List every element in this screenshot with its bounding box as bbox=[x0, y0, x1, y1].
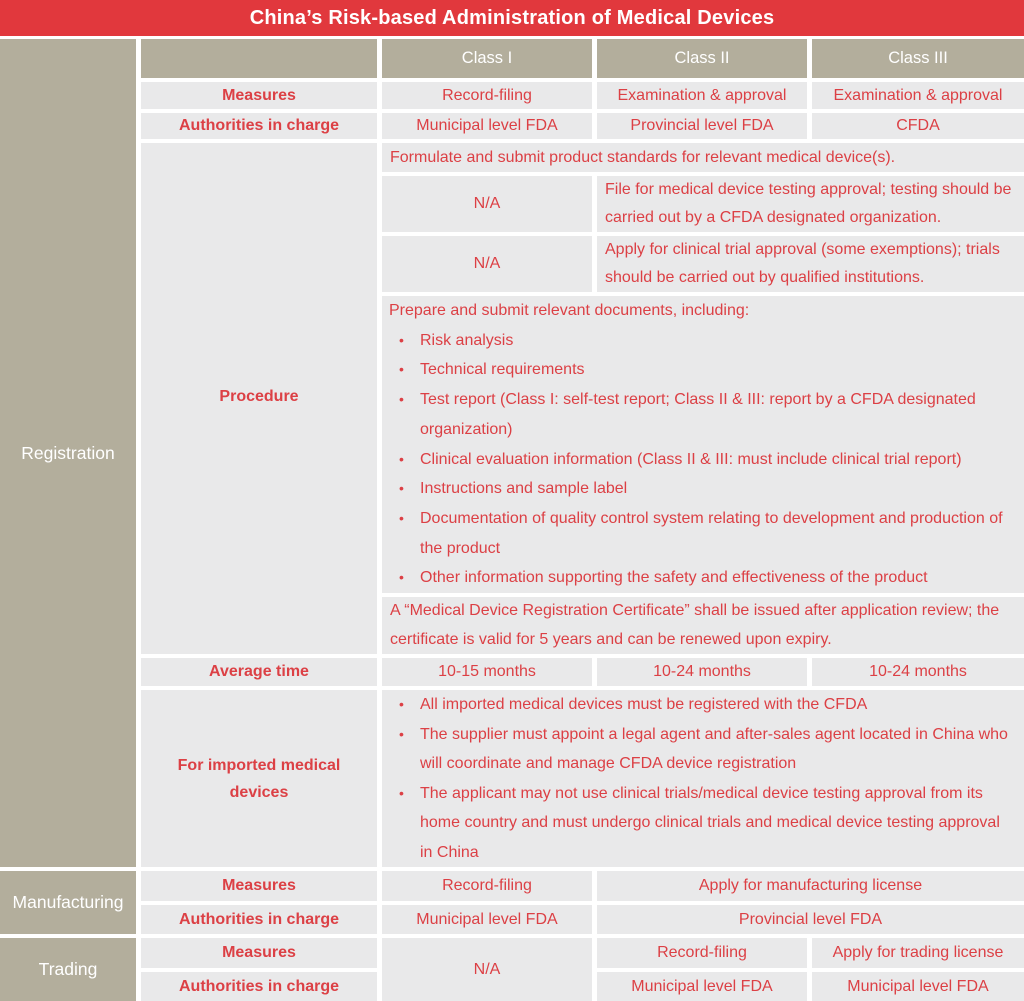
cell-trading-class1-na: N/A bbox=[382, 938, 592, 1001]
cell-average-time-class3: 10-24 months bbox=[812, 658, 1024, 686]
cell-mfg-measures-class23: Apply for manufacturing license bbox=[597, 871, 1024, 901]
cell-trading-authorities-class2: Municipal level FDA bbox=[597, 972, 807, 1001]
cell-trading-measures-class2: Record-filing bbox=[597, 938, 807, 968]
column-header-class3: Class III bbox=[812, 39, 1024, 78]
row-label-trading-authorities: Authorities in charge bbox=[141, 972, 377, 1001]
table-title: China’s Risk-based Administration of Medical Devices bbox=[0, 0, 1024, 36]
cell-reg-authorities-class3: CFDA bbox=[812, 113, 1024, 139]
cell-reg-measures-class2: Examination & approval bbox=[597, 82, 807, 109]
documents-list bbox=[389, 326, 1014, 593]
document-item: • Instructions and sample label bbox=[389, 474, 1014, 504]
section-label-trading: Trading bbox=[0, 938, 136, 1001]
cell-mfg-measures-class1: Record-filing bbox=[382, 871, 592, 901]
cell-trading-authorities-class3: Municipal level FDA bbox=[812, 972, 1024, 1001]
document-item: • Test report (Class I: self-test report; Class II & III: report by a CFDA designated organization) bbox=[389, 385, 1014, 444]
row-label-mfg-measures: Measures bbox=[141, 871, 377, 901]
document-item: • Risk analysis bbox=[389, 326, 1014, 356]
cell-procedure-step3-class1-na: N/A bbox=[382, 236, 592, 292]
section-label-registration: Registration bbox=[0, 39, 136, 867]
row-label-authorities: Authorities in charge bbox=[141, 113, 377, 139]
imported-item: • The supplier must appoint a legal agent and after-sales agent located in China who will coordinate and manage CFDA device registration bbox=[389, 720, 1014, 779]
document-item: • Clinical evaluation information (Class II & III: must include clinical trial report) bbox=[389, 445, 1014, 475]
row-label-trading-measures: Measures bbox=[141, 938, 377, 968]
document-item: • Other information supporting the safety and effectiveness of the product bbox=[389, 563, 1014, 593]
cell-reg-measures-class3: Examination & approval bbox=[812, 82, 1024, 109]
cell-mfg-authorities-class1: Municipal level FDA bbox=[382, 905, 592, 934]
cell-reg-measures-class1: Record-filing bbox=[382, 82, 592, 109]
section-label-manufacturing: Manufacturing bbox=[0, 871, 136, 934]
cell-procedure-certificate: A “Medical Device Registration Certificate” shall be issued after application review; the certificate is valid for 5 years and can be renewed upon expiry. bbox=[382, 597, 1024, 654]
cell-procedure-step1: Formulate and submit product standards for relevant medical device(s). bbox=[382, 143, 1024, 172]
cell-imported-devices-notes bbox=[382, 690, 1024, 867]
cell-trading-measures-class3: Apply for trading license bbox=[812, 938, 1024, 968]
cell-procedure-step3-class23: Apply for clinical trial approval (some exemptions); trials should be carried out by qualified institutions. bbox=[597, 236, 1024, 292]
header-empty-cell bbox=[141, 39, 377, 78]
row-label-average-time: Average time bbox=[141, 658, 377, 686]
column-header-class2: Class II bbox=[597, 39, 807, 78]
regulation-table bbox=[0, 39, 1024, 1001]
cell-reg-authorities-class2: Provincial level FDA bbox=[597, 113, 807, 139]
cell-average-time-class1: 10-15 months bbox=[382, 658, 592, 686]
row-label-mfg-authorities: Authorities in charge bbox=[141, 905, 377, 934]
imported-item: • All imported medical devices must be registered with the CFDA bbox=[389, 690, 1014, 720]
imported-list bbox=[389, 690, 1014, 867]
row-label-procedure: Procedure bbox=[141, 143, 377, 654]
cell-mfg-authorities-class23: Provincial level FDA bbox=[597, 905, 1024, 934]
cell-reg-authorities-class1: Municipal level FDA bbox=[382, 113, 592, 139]
column-header-class1: Class I bbox=[382, 39, 592, 78]
documents-intro: Prepare and submit relevant documents, including: bbox=[389, 301, 750, 319]
row-label-imported-devices: For imported medical devices bbox=[141, 690, 377, 867]
document-item: • Technical requirements bbox=[389, 355, 1014, 385]
row-label-measures: Measures bbox=[141, 82, 377, 109]
cell-procedure-documents bbox=[382, 296, 1024, 593]
cell-average-time-class2: 10-24 months bbox=[597, 658, 807, 686]
document-item: • Documentation of quality control system relating to development and production of the product bbox=[389, 504, 1014, 563]
cell-procedure-step2-class1-na: N/A bbox=[382, 176, 592, 232]
imported-item: • The applicant may not use clinical trials/medical device testing approval from its home country and must undergo clinical trials and medical device testing approval in China bbox=[389, 779, 1014, 868]
cell-procedure-step2-class23: File for medical device testing approval; testing should be carried out by a CFDA designated organization. bbox=[597, 176, 1024, 232]
